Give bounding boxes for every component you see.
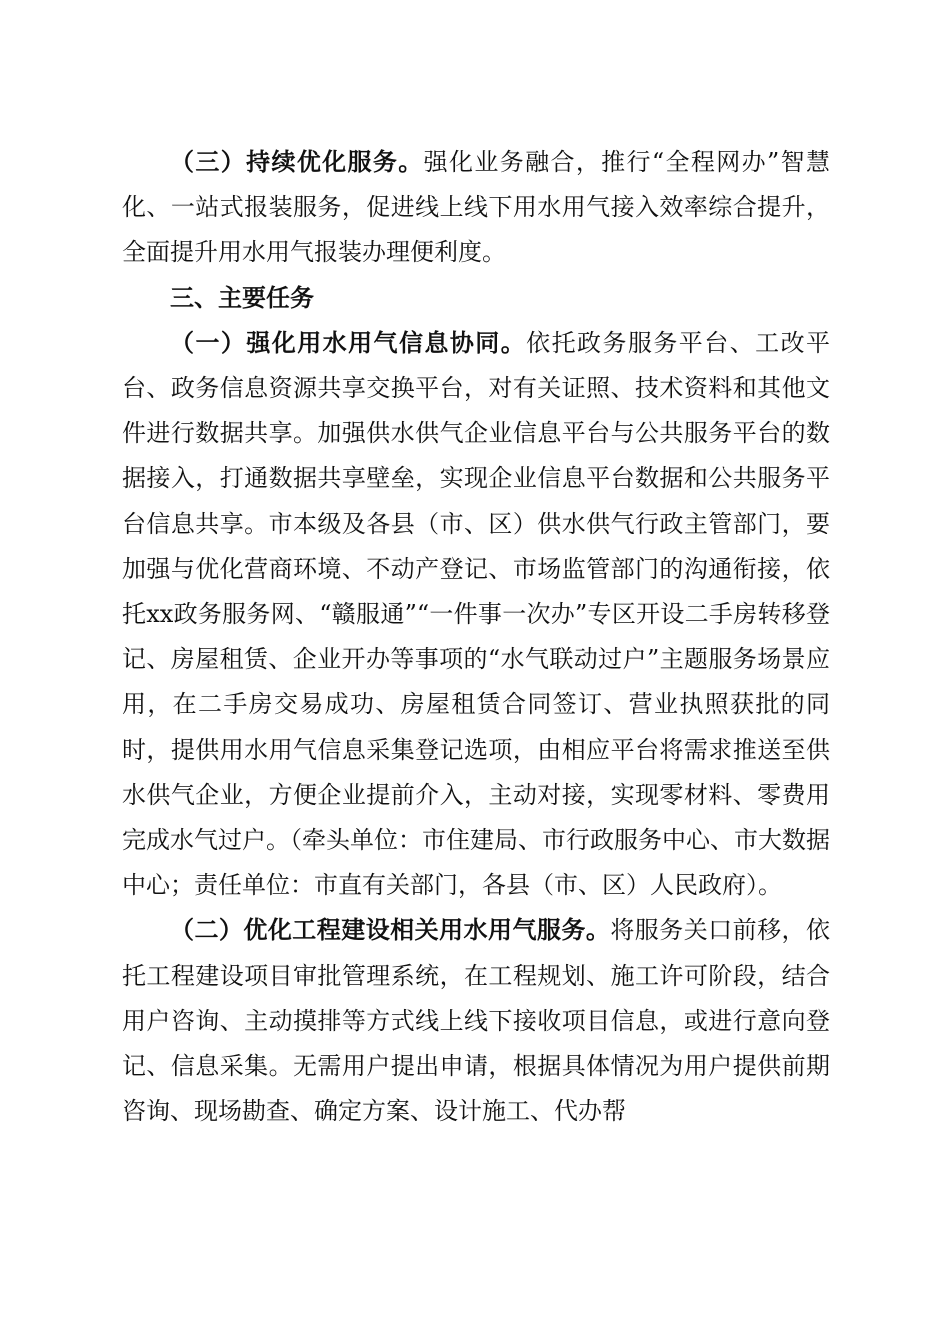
paragraph-task-engineering-service	[122, 908, 830, 1134]
section-heading-main-tasks: 三、主要任务	[170, 283, 314, 312]
paragraph-continuous-service	[122, 140, 830, 276]
paragraph-lead: （二）优化工程建设相关用水用气服务。	[170, 916, 611, 945]
paragraph-text: 依托政务服务平台、工改平台、政务信息资源共享交换平台，对有关证照、技术资料和其他文件进行数据共享。加强供水供气企业信息平台与公共服务平台的数据接入，打通数据共享壁垒，实现企业信息平台数据和公共服务平台信息共享。市本级及各县（市、区）供水供气行政主管部门，要加强与优化营商环境、不动产登记、市场监管部门的沟通衔接，依托xx政务服务网、“赣服通”“一件事一次办”专区开设二手房转移登记、房屋租赁、企业开办等事项的“水气联动过户”主题服务场景应用，在二手房交易成功、房屋租赁合同签订、营业执照获批的同时，提供用水用气信息采集登记选项，由相应平台将需求推送至供水供气企业，方便企业提前介入，主动对接，实现零材料、零费用完成水气过户。（牵头单位：市住建局、市行政服务中心、市大数据中心；责任单位：市直有关部门，各县（市、区）人民政府）。	[122, 328, 831, 900]
paragraph-lead: （一）强化用水用气信息协同。	[170, 328, 527, 357]
document-body	[122, 140, 830, 1134]
paragraph-task-info-coordination	[122, 321, 830, 909]
paragraph-lead: （三）持续优化服务。	[170, 148, 424, 176]
paragraph-text: 将服务关口前移，依托工程建设项目审批管理系统，在工程规划、施工许可阶段，结合用户咨询、主动摸排等方式线上线下接收项目信息，或进行意向登记、信息采集。无需用户提出申请，根据具体情况为用户提供前期咨询、现场勘查、确定方案、设计施工、代办帮	[122, 916, 831, 1126]
paragraph-text: 强化业务融合，推行“全程网办”智慧化、一站式报装服务，促进线上线下用水用气接入效率综合提升，全面提升用水用气报装办理便利度。	[122, 148, 830, 267]
